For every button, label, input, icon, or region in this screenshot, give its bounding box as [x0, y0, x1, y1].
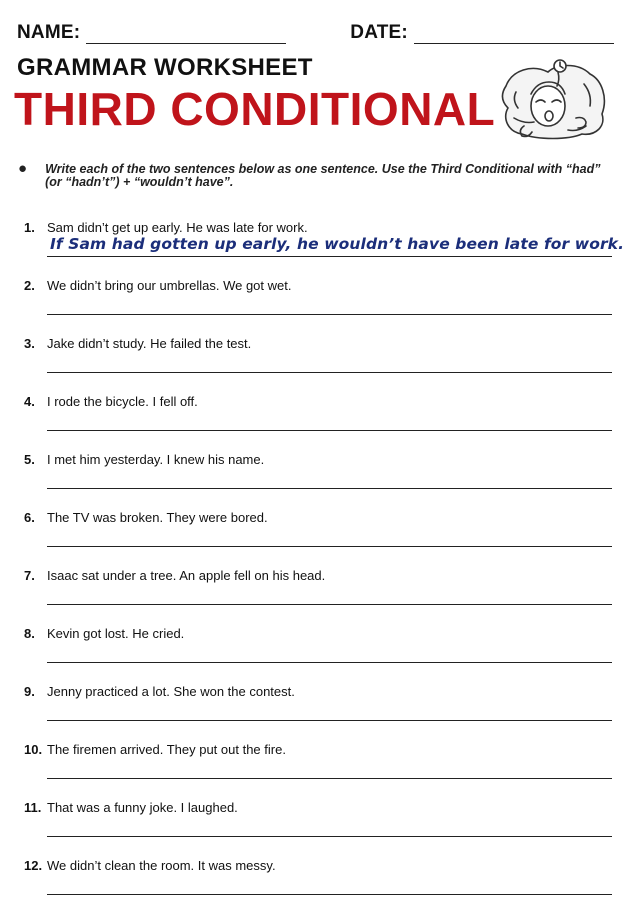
question-item	[24, 336, 612, 380]
sleeping-in-bed-icon	[498, 56, 616, 142]
answer-line[interactable]	[47, 894, 612, 895]
answer-line[interactable]	[47, 720, 612, 721]
question-text: Sam didn’t get up early. He was late for work.	[47, 220, 308, 235]
question-item	[24, 684, 612, 728]
answer-line[interactable]	[47, 836, 612, 837]
question-text: The TV was broken. They were bored.	[47, 510, 268, 525]
answer-line[interactable]	[47, 488, 612, 489]
question-number: 6.	[24, 510, 35, 525]
question-text: The firemen arrived. They put out the fire.	[47, 742, 286, 757]
example-answer: If Sam had gotten up early, he wouldn’t have been late for work.	[50, 235, 625, 253]
question-number: 2.	[24, 278, 35, 293]
question-number: 5.	[24, 452, 35, 467]
question-item	[24, 220, 625, 264]
question-number: 4.	[24, 394, 35, 409]
question-text: Kevin got lost. He cried.	[47, 626, 185, 641]
answer-line[interactable]	[47, 778, 612, 779]
answer-line[interactable]	[47, 662, 612, 663]
date-field[interactable]	[414, 23, 614, 44]
answer-line[interactable]	[47, 372, 612, 373]
question-item	[24, 858, 612, 902]
question-item	[24, 394, 612, 438]
question-number: 3.	[24, 336, 35, 351]
question-number: 8.	[24, 626, 35, 641]
question-text: Jake didn’t study. He failed the test.	[47, 336, 252, 351]
question-number: 11.	[24, 800, 42, 815]
date-label: DATE:	[350, 22, 408, 43]
answer-line[interactable]	[47, 604, 612, 605]
answer-line[interactable]	[47, 430, 612, 431]
question-number: 12.	[24, 858, 43, 873]
question-text: Isaac sat under a tree. An apple fell on his head.	[47, 568, 326, 583]
worksheet-title: THIRD CONDITIONAL	[14, 83, 496, 135]
question-number: 1.	[24, 220, 35, 235]
question-number: 10.	[24, 742, 43, 757]
header-row	[17, 16, 623, 44]
answer-line[interactable]	[47, 314, 612, 315]
name-label: NAME:	[17, 22, 81, 43]
name-field[interactable]	[86, 23, 286, 44]
question-text: I rode the bicycle. I fell off.	[47, 394, 198, 409]
answer-line[interactable]	[47, 256, 612, 257]
question-item	[24, 626, 612, 670]
question-number: 9.	[24, 684, 35, 699]
question-item	[24, 278, 612, 322]
question-text: That was a funny joke. I laughed.	[47, 800, 238, 815]
question-text: Jenny practiced a lot. She won the contest.	[47, 684, 295, 699]
instruction-text: Write each of the two sentences below as one sentence. Use the Third Conditional with “had” (or “hadn’t”) + “wouldn’t have”.	[45, 162, 601, 189]
question-item	[24, 742, 612, 786]
question-text: I met him yesterday. I knew his name.	[47, 452, 265, 467]
worksheet-subtitle: GRAMMAR WORKSHEET	[17, 54, 313, 81]
question-item	[24, 800, 612, 844]
question-item	[24, 510, 612, 554]
question-item	[24, 452, 612, 496]
question-number: 7.	[24, 568, 35, 583]
question-text: We didn’t bring our umbrellas. We got wet.	[47, 278, 292, 293]
question-item	[24, 568, 612, 612]
instruction	[18, 160, 618, 189]
question-text: We didn’t clean the room. It was messy.	[47, 858, 276, 873]
bullet-icon: ●	[18, 160, 28, 177]
answer-line[interactable]	[47, 546, 612, 547]
